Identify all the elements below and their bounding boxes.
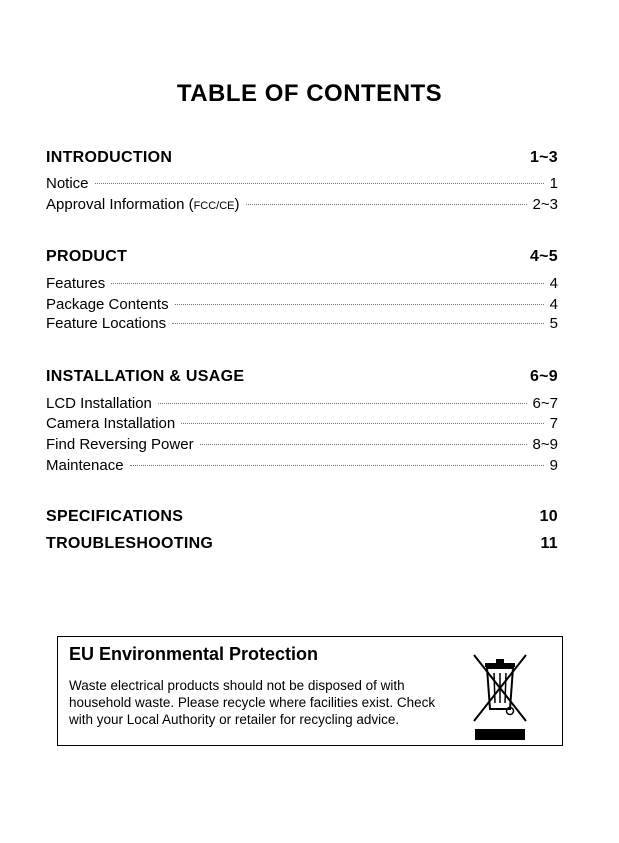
- entry-label: LCD Installation: [46, 395, 152, 412]
- dot-leader: [130, 465, 544, 466]
- eu-notice-text: Waste electrical products should not be disposed of with household waste. Please recycle where facilities exist. Check with your Local Authority or retailer for recycling advice.: [69, 678, 436, 727]
- section-specifications[interactable]: [46, 508, 558, 526]
- entry-page: 5: [549, 315, 558, 332]
- section-pages: 11: [540, 535, 558, 552]
- toc-entry-camera-installation[interactable]: [46, 415, 558, 435]
- page-title: TABLE OF CONTENTS: [176, 80, 443, 107]
- entry-page: 2~3: [532, 196, 558, 213]
- entry-label: Feature Locations: [46, 315, 167, 332]
- entry-page: 6~7: [532, 395, 558, 412]
- entry-page: 9: [549, 457, 558, 474]
- crossed-out-wheelie-bin-icon: [468, 651, 532, 741]
- section-troubleshooting[interactable]: [46, 535, 558, 553]
- section-installation-usage[interactable]: [46, 368, 558, 386]
- entry-page: 4: [549, 296, 558, 313]
- dot-leader: [158, 403, 527, 404]
- section-heading: INTRODUCTION: [46, 149, 173, 166]
- section-heading: PRODUCT: [46, 248, 128, 265]
- toc-entry-feature-locations[interactable]: [46, 315, 558, 335]
- toc-entry-find-reversing-power[interactable]: [46, 436, 558, 456]
- entry-label: Find Reversing Power: [46, 436, 194, 453]
- entry-page: 1: [549, 175, 558, 192]
- dot-leader: [246, 204, 527, 205]
- section-pages: 4~5: [529, 248, 558, 265]
- toc-entry-approval-information[interactable]: [46, 196, 558, 216]
- dot-leader: [172, 323, 544, 324]
- section-pages: 1~3: [529, 149, 558, 166]
- entry-label: Camera Installation: [46, 415, 176, 432]
- dot-leader: [181, 423, 543, 424]
- section-introduction[interactable]: [46, 149, 558, 167]
- dot-leader: [95, 183, 544, 184]
- section-heading: TROUBLESHOOTING: [46, 535, 214, 552]
- eu-notice-title: EU Environmental Protection: [69, 644, 319, 664]
- dot-leader: [175, 304, 544, 305]
- toc-entry-package-contents[interactable]: [46, 296, 558, 316]
- toc-entry-lcd-installation[interactable]: [46, 395, 558, 415]
- entry-page: 8~9: [532, 436, 558, 453]
- dot-leader: [111, 283, 543, 284]
- eu-environmental-notice: [57, 636, 563, 746]
- section-pages: 10: [539, 508, 558, 525]
- entry-label: Approval Information (FCC/CE): [46, 196, 240, 213]
- entry-label: Features: [46, 275, 106, 292]
- section-pages: 6~9: [529, 368, 558, 385]
- entry-label: Maintenace: [46, 457, 124, 474]
- section-product[interactable]: [46, 248, 558, 266]
- entry-page: 4: [549, 275, 558, 292]
- toc-entry-notice[interactable]: [46, 175, 558, 195]
- section-heading: INSTALLATION & USAGE: [46, 368, 245, 385]
- section-heading: SPECIFICATIONS: [46, 508, 184, 525]
- toc-entry-features[interactable]: [46, 275, 558, 295]
- entry-label: Package Contents: [46, 296, 169, 313]
- entry-page: 7: [549, 415, 558, 432]
- toc-entry-maintenance[interactable]: [46, 457, 558, 477]
- dot-leader: [200, 444, 527, 445]
- entry-label: Notice: [46, 175, 89, 192]
